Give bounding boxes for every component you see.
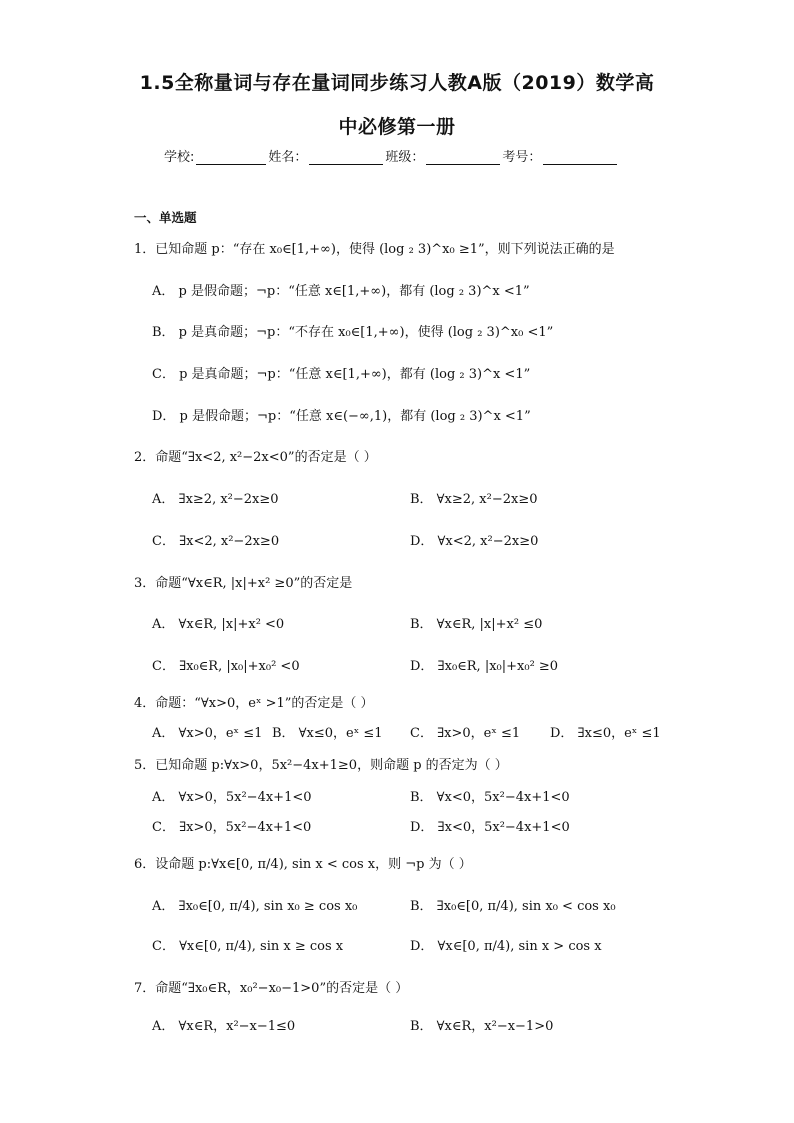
question-2-option-a: A． ∃x≥2, x²−2x≥0 <box>152 492 279 507</box>
school-label: 学校: <box>164 150 195 165</box>
document-title-line-2: 中必修第一册 <box>338 116 456 138</box>
question-7-option-b: B． ∀x∈R，x²−x−1>0 <box>410 1019 554 1034</box>
question-6-option-a: A． ∃x₀∈[0, π/4), sin x₀ ≥ cos x₀ <box>152 899 358 914</box>
question-4-option-a: A． ∀x>0，eˣ ≤1 <box>152 726 263 741</box>
question-5-option-a: A． ∀x>0，5x²−4x+1<0 <box>152 790 312 805</box>
question-1-option-a: A． p 是假命题；¬p：“任意 x∈[1,+∞)，都有 (log ₂ 3)^x <1” <box>152 284 530 299</box>
question-4-stem: 4．命题：“∀x>0，eˣ >1”的否定是（ ） <box>134 696 374 711</box>
question-3-option-b: B． ∀x∈R, |x|+x² ≤0 <box>410 617 543 632</box>
question-6-option-b: B． ∃x₀∈[0, π/4), sin x₀ < cos x₀ <box>410 899 616 914</box>
question-7-stem: 7．命题“∃x₀∈R，x₀²−x₀−1>0”的否定是（ ） <box>134 981 409 996</box>
question-7-option-a: A． ∀x∈R，x²−x−1≤0 <box>152 1019 296 1034</box>
question-2-stem: 2．命题“∃x<2, x²−2x<0”的否定是（ ） <box>134 450 377 465</box>
section-heading: 一、单选题 <box>134 210 197 225</box>
question-1-stem: 1．已知命题 p：“存在 x₀∈[1,+∞)，使得 (log ₂ 3)^x₀ ≥1”，则下列说法正确的是 <box>134 242 615 257</box>
question-3-option-c: C． ∃x₀∈R, |x₀|+x₀² <0 <box>152 659 300 674</box>
question-3-option-a: A． ∀x∈R, |x|+x² <0 <box>152 617 285 632</box>
school-blank[interactable] <box>196 150 266 165</box>
class-blank[interactable] <box>426 150 500 165</box>
question-3-option-d: D． ∃x₀∈R, |x₀|+x₀² ≥0 <box>410 659 559 674</box>
question-2-option-b: B． ∀x≥2, x²−2x≥0 <box>410 492 538 507</box>
question-1-option-b: B． p 是真命题；¬p：“不存在 x₀∈[1,+∞)，使得 (log ₂ 3)^x₀ <1” <box>152 325 554 340</box>
question-6-stem: 6．设命题 p:∀x∈[0, π/4), sin x < cos x，则 ¬p 为（ ） <box>134 857 472 872</box>
number-blank[interactable] <box>543 150 617 165</box>
question-5-stem: 5．已知命题 p:∀x>0，5x²−4x+1≥0，则命题 p 的否定为（ ） <box>134 758 508 773</box>
question-3-stem: 3．命题“∀x∈R, |x|+x² ≥0”的否定是 <box>134 576 353 591</box>
name-label: 姓名： <box>268 150 308 165</box>
question-1-option-d: D． p 是假命题；¬p：“任意 x∈(−∞,1)，都有 (log ₂ 3)^x <1” <box>152 409 531 424</box>
question-4-option-d: D． ∃x≤0，eˣ ≤1 <box>550 726 661 741</box>
name-blank[interactable] <box>309 150 383 165</box>
class-label: 班级： <box>385 150 425 165</box>
question-4-option-c: C． ∃x>0，eˣ ≤1 <box>410 726 521 741</box>
question-6-option-d: D． ∀x∈[0, π/4), sin x > cos x <box>410 939 602 954</box>
document-title-line-1: 1.5全称量词与存在量词同步练习人教A版（2019）数学高 <box>139 72 655 94</box>
question-5-option-d: D． ∃x<0，5x²−4x+1<0 <box>410 820 570 835</box>
question-5-option-c: C． ∃x>0，5x²−4x+1<0 <box>152 820 312 835</box>
number-label: 考号： <box>502 150 542 165</box>
question-4-option-b: B． ∀x≤0，eˣ ≤1 <box>272 726 383 741</box>
question-6-option-c: C． ∀x∈[0, π/4), sin x ≥ cos x <box>152 939 344 954</box>
student-info-line <box>164 146 619 165</box>
question-5-option-b: B． ∀x<0，5x²−4x+1<0 <box>410 790 570 805</box>
question-2-option-d: D． ∀x<2, x²−2x≥0 <box>410 534 539 549</box>
question-2-option-c: C． ∃x<2, x²−2x≥0 <box>152 534 280 549</box>
question-1-option-c: C． p 是真命题；¬p：“任意 x∈[1,+∞)，都有 (log ₂ 3)^x <1” <box>152 367 531 382</box>
